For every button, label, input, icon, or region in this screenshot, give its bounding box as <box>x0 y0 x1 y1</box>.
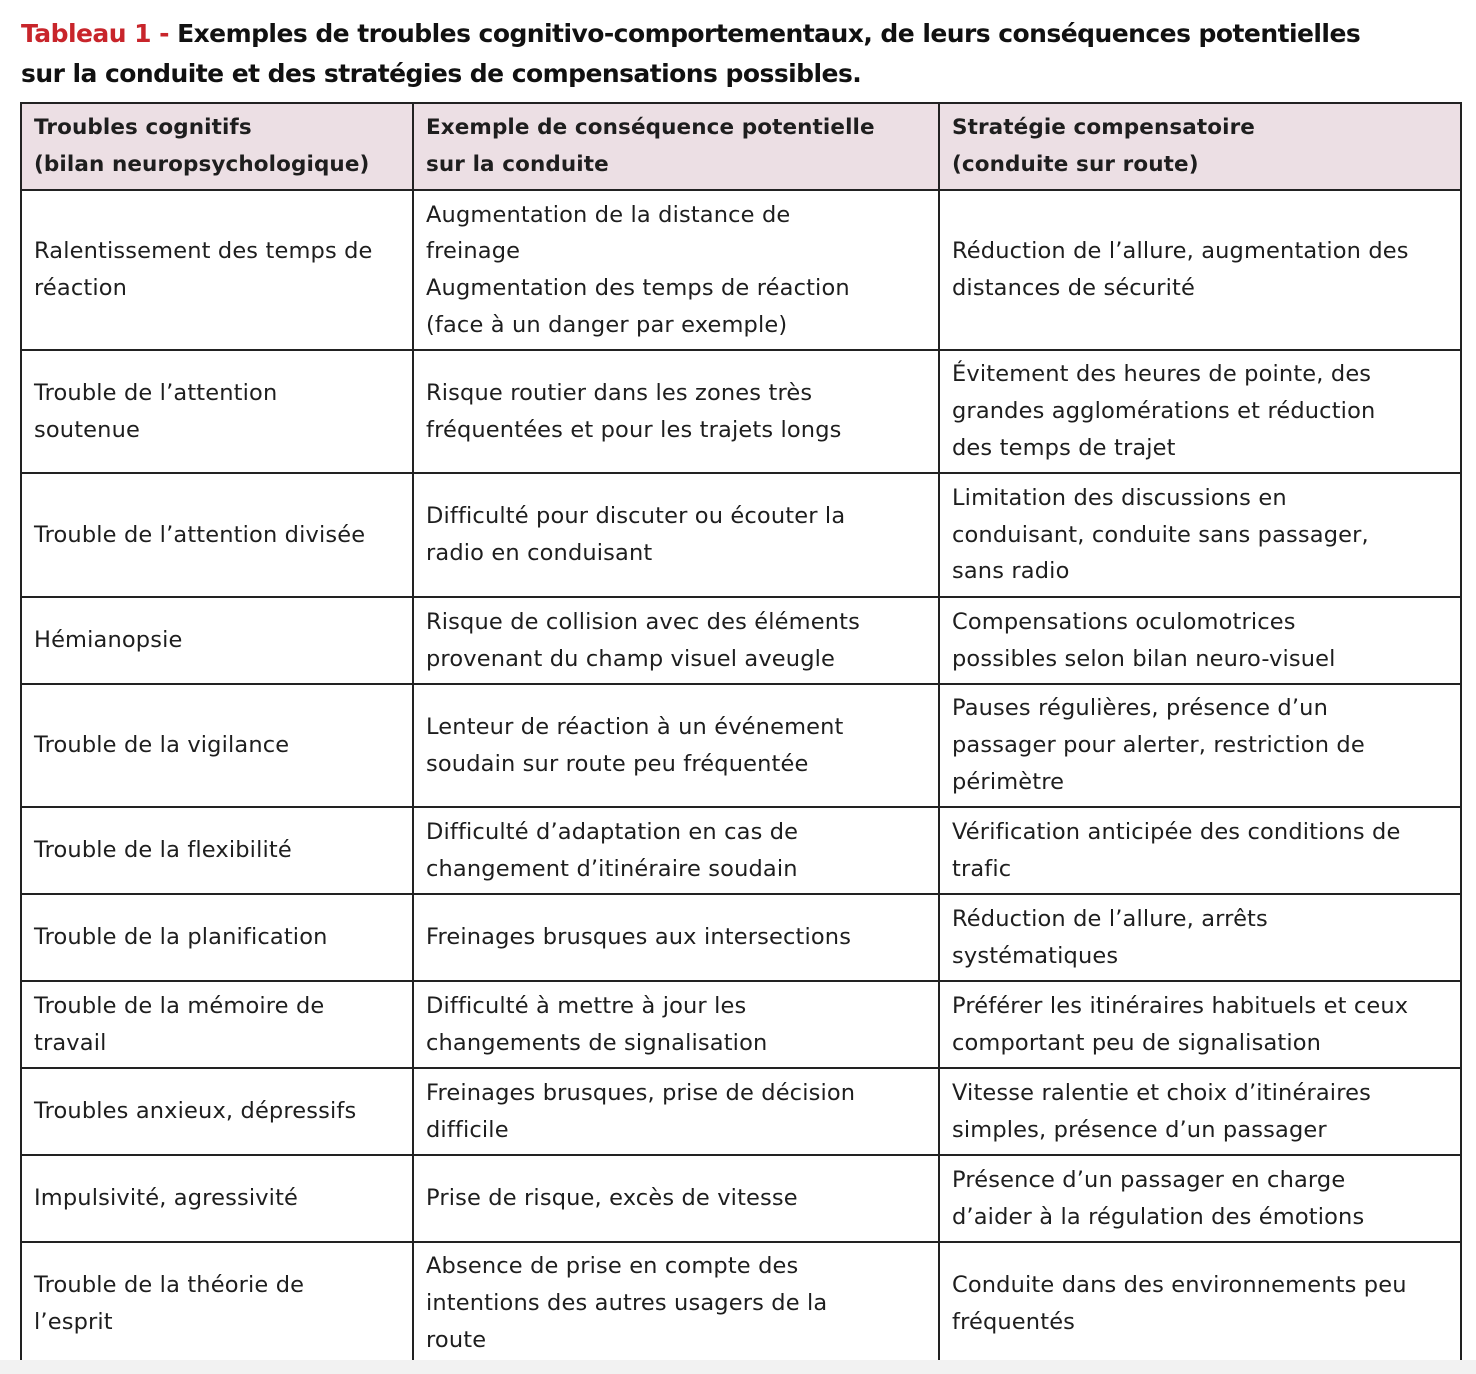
table-row <box>21 684 1461 807</box>
cell-line: Augmentation des temps de réaction <box>426 275 850 301</box>
cell-line: soutenue <box>34 416 140 443</box>
page-bottom-edge <box>0 1360 1476 1374</box>
cell-line: comportant peu de signalisation <box>952 1029 1322 1056</box>
cell-trouble <box>21 807 413 894</box>
cell-consequence <box>413 473 939 597</box>
cell-line: radio en conduisant <box>426 540 653 566</box>
cell-line: Conduite dans des environnements peu <box>952 1271 1407 1298</box>
table-caption <box>21 14 1461 94</box>
cell-consequence <box>413 190 939 350</box>
cell-strategie <box>939 350 1461 473</box>
cell-line: conduisant, conduite sans passager, <box>952 521 1369 548</box>
cell-line: Risque routier dans les zones très <box>426 379 813 406</box>
cell-line: Présence d’un passager en charge <box>952 1166 1346 1193</box>
cell-trouble <box>21 473 413 597</box>
cell-line: Trouble de la planification <box>34 924 328 951</box>
header-strategie <box>939 103 1461 190</box>
table-body <box>21 190 1461 1365</box>
cell-consequence <box>413 1155 939 1242</box>
cell-consequence <box>413 1242 939 1365</box>
header-line: sur la conduite <box>426 151 609 177</box>
table-row <box>21 473 1461 597</box>
cell-line: Difficulté d’adaptation en cas de <box>426 818 799 845</box>
cell-strategie <box>939 1068 1461 1155</box>
cell-line: Risque de collision avec des éléments <box>426 608 860 635</box>
cell-strategie <box>939 684 1461 807</box>
cell-line: Difficulté à mettre à jour les <box>426 992 747 1019</box>
cell-line: route <box>426 1326 487 1353</box>
table-row <box>21 981 1461 1068</box>
cell-line: passager pour alerter, restriction de <box>952 732 1365 759</box>
header-row <box>21 103 1461 190</box>
cell-trouble <box>21 894 413 981</box>
cell-line: Trouble de l’attention divisée <box>34 521 366 548</box>
cell-line: difficile <box>426 1116 509 1143</box>
cell-line: intentions des autres usagers de la <box>426 1290 828 1317</box>
table-row <box>21 894 1461 981</box>
cell-trouble <box>21 1068 413 1155</box>
cell-strategie <box>939 190 1461 350</box>
table-row <box>21 1155 1461 1242</box>
cell-line: Impulsivité, agressivité <box>34 1185 299 1212</box>
cell-trouble <box>21 684 413 807</box>
cell-line: fréquentés <box>952 1308 1076 1335</box>
cell-line: périmètre <box>952 768 1065 795</box>
table-row <box>21 807 1461 894</box>
cell-line: trafic <box>952 855 1012 882</box>
header-line: Stratégie compensatoire <box>952 114 1255 140</box>
cell-line: d’aider à la régulation des émotions <box>952 1203 1365 1230</box>
cell-consequence <box>413 894 939 981</box>
cell-strategie <box>939 981 1461 1068</box>
cell-trouble <box>21 350 413 473</box>
caption-label: Tableau 1 - <box>21 19 169 48</box>
cell-line: fréquentées et pour les trajets longs <box>426 416 842 443</box>
cell-line: systématiques <box>952 942 1119 969</box>
cell-trouble <box>21 1242 413 1365</box>
header-line: (conduite sur route) <box>952 151 1199 177</box>
cell-consequence <box>413 684 939 807</box>
cell-line: l’esprit <box>34 1308 113 1335</box>
cell-trouble <box>21 190 413 350</box>
cell-line: Freinages brusques, prise de décision <box>426 1079 856 1106</box>
cell-line: Ralentissement des temps de <box>34 238 373 265</box>
cell-trouble <box>21 981 413 1068</box>
cell-line: changements de signalisation <box>426 1029 768 1056</box>
header-line: Exemple de conséquence potentielle <box>426 114 875 140</box>
cell-line: travail <box>34 1029 107 1056</box>
cell-line: (face à un danger par exemple) <box>426 311 788 338</box>
cell-line: Trouble de la vigilance <box>34 732 290 759</box>
cell-line: provenant du champ visuel aveugle <box>426 645 836 672</box>
cell-line: Évitement des heures de pointe, des <box>952 361 1372 388</box>
cell-line: Vérification anticipée des conditions de <box>952 818 1401 845</box>
cell-consequence <box>413 981 939 1068</box>
header-line: (bilan neuropsychologique) <box>34 151 370 177</box>
caption-title-line2: sur la conduite et des stratégies de compensations possibles. <box>21 59 862 88</box>
cell-line: des temps de trajet <box>952 434 1176 461</box>
cell-line: Préférer les itinéraires habituels et ceux <box>952 992 1409 1019</box>
table-row <box>21 1068 1461 1155</box>
cell-line: simples, présence d’un passager <box>952 1116 1327 1143</box>
header-troubles <box>21 103 413 190</box>
cell-strategie <box>939 473 1461 597</box>
cell-line: Limitation des discussions en <box>952 484 1287 511</box>
cell-line: soudain sur route peu fréquentée <box>426 750 809 777</box>
table-row <box>21 597 1461 684</box>
cell-line: réaction <box>34 275 128 301</box>
cell-line: Réduction de l’allure, augmentation des <box>952 238 1409 265</box>
cell-line: Prise de risque, excès de vitesse <box>426 1185 798 1212</box>
cell-line: Freinages brusques aux intersections <box>426 924 852 951</box>
cell-strategie <box>939 1242 1461 1365</box>
header-line: Troubles cognitifs <box>34 114 252 140</box>
cell-strategie <box>939 807 1461 894</box>
cell-line: Lenteur de réaction à un événement <box>426 713 844 740</box>
cell-strategie <box>939 894 1461 981</box>
cell-line: freinage <box>426 238 521 265</box>
troubles-table <box>20 102 1462 1366</box>
cell-line: changement d’itinéraire soudain <box>426 855 798 882</box>
cell-line: distances de sécurité <box>952 275 1196 301</box>
cell-strategie <box>939 597 1461 684</box>
cell-line: Vitesse ralentie et choix d’itinéraires <box>952 1079 1371 1106</box>
cell-strategie <box>939 1155 1461 1242</box>
cell-line: Trouble de la flexibilité <box>34 837 292 864</box>
cell-consequence <box>413 807 939 894</box>
cell-trouble <box>21 1155 413 1242</box>
cell-line: Absence de prise en compte des <box>426 1253 799 1280</box>
cell-trouble <box>21 597 413 684</box>
cell-line: possibles selon bilan neuro-visuel <box>952 645 1336 672</box>
cell-line: Augmentation de la distance de <box>426 201 791 228</box>
cell-line: Trouble de la théorie de <box>34 1271 305 1298</box>
table-row <box>21 190 1461 350</box>
table-row <box>21 350 1461 473</box>
cell-line: Réduction de l’allure, arrêts <box>952 905 1268 932</box>
cell-line: grandes agglomérations et réduction <box>952 398 1376 425</box>
cell-line: sans radio <box>952 558 1070 585</box>
cell-line: Hémianopsie <box>34 627 183 654</box>
cell-line: Trouble de la mémoire de <box>34 992 325 1019</box>
cell-consequence <box>413 1068 939 1155</box>
cell-line: Trouble de l’attention <box>34 379 278 406</box>
cell-consequence <box>413 597 939 684</box>
caption-title-line1: Exemples de troubles cognitivo-comportementaux, de leurs conséquences potentielles <box>168 19 1361 48</box>
cell-consequence <box>413 350 939 473</box>
cell-line: Difficulté pour discuter ou écouter la <box>426 503 846 530</box>
table-row <box>21 1242 1461 1365</box>
cell-line: Troubles anxieux, dépressifs <box>34 1098 357 1125</box>
header-consequence <box>413 103 939 190</box>
cell-line: Pauses régulières, présence d’un <box>952 695 1328 722</box>
cell-line: Compensations oculomotrices <box>952 608 1296 635</box>
